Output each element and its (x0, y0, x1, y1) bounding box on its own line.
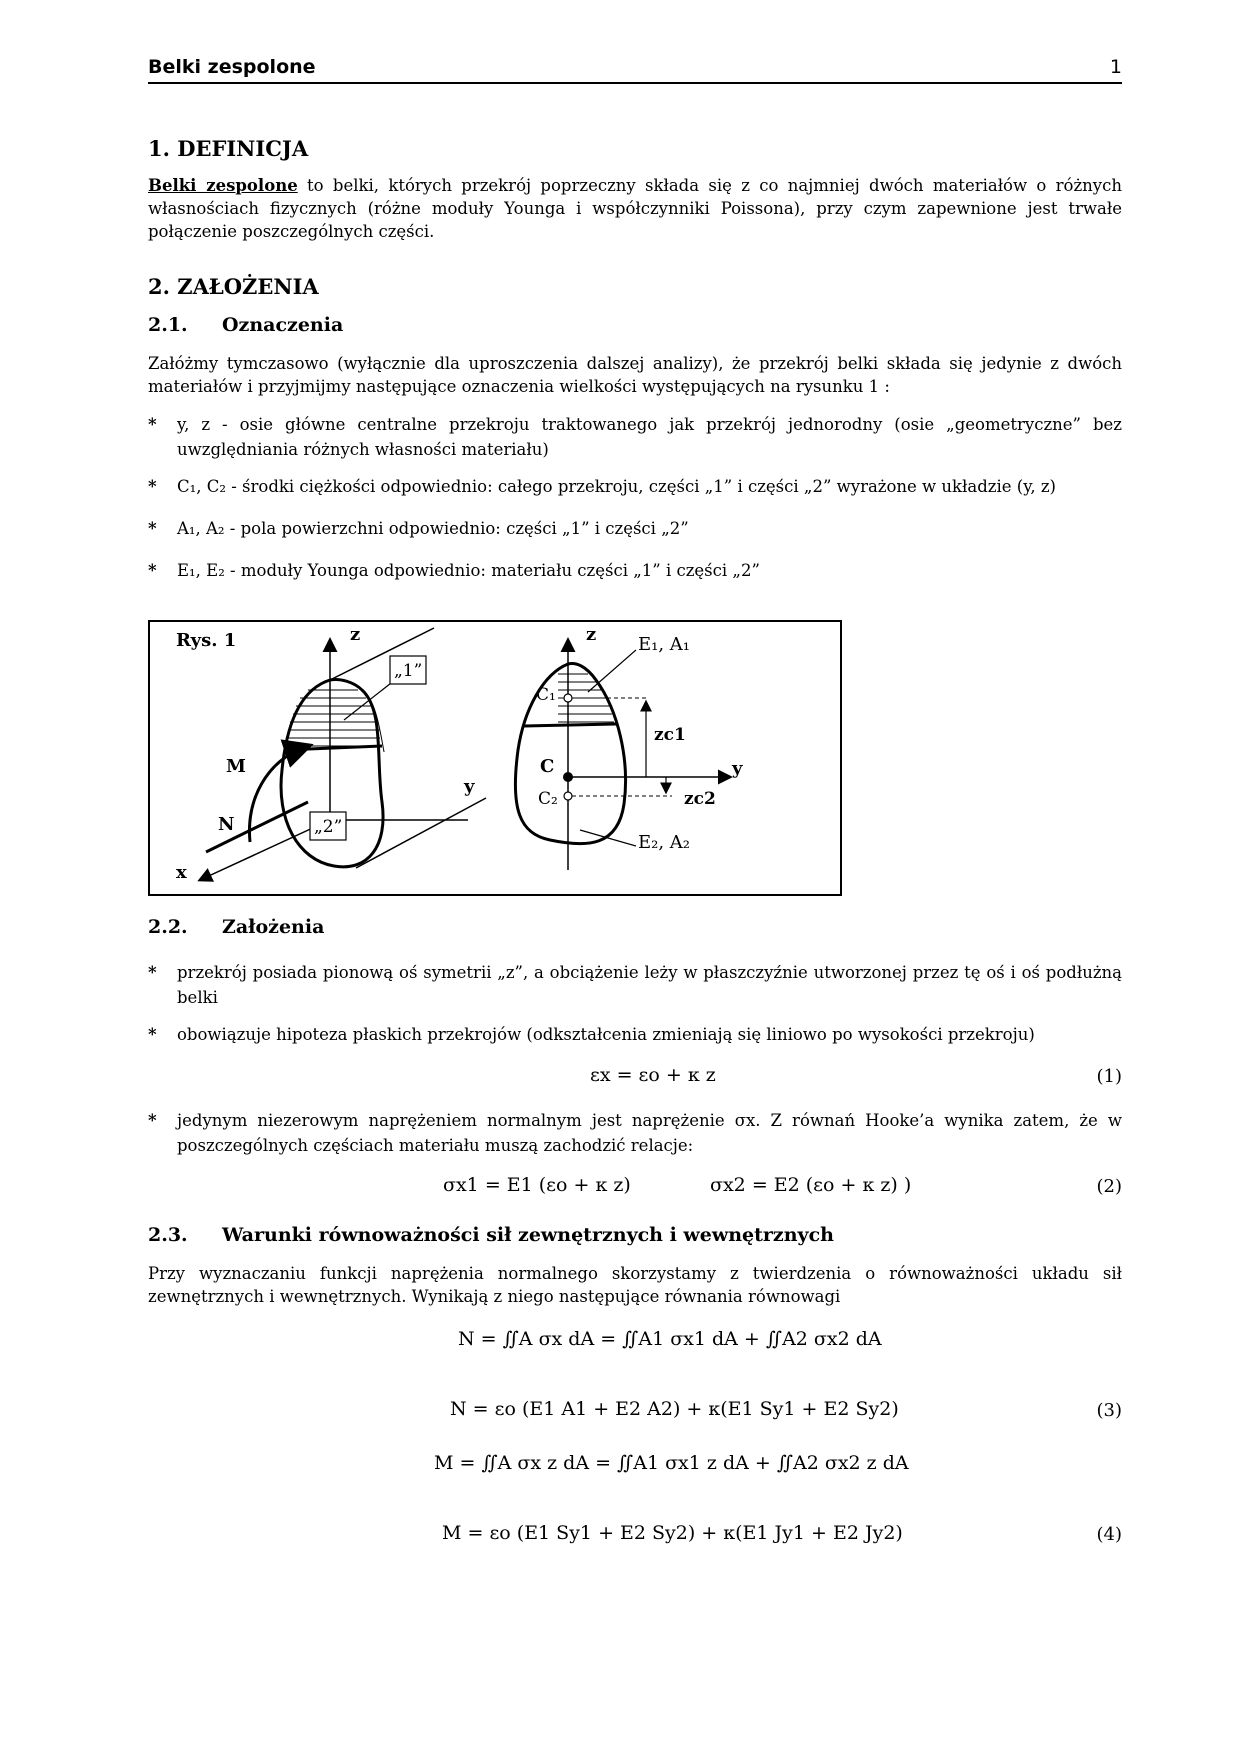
definition-paragraph (148, 174, 1122, 243)
leader-e1a1 (588, 650, 636, 692)
centroid-label: C (540, 756, 555, 777)
list-item: * y, z - osie główne centralne przekroju traktowanego jak przekrój jednorodny (osie „geometryczne” bez uwzględniania różnych własności materiału) (148, 415, 1122, 459)
part1-label: „1” (394, 661, 423, 681)
c2-label: C₂ (538, 789, 558, 809)
list-item: * A₁, A₂ - pola powierzchni odpowiednio: części „1” i części „2” (148, 519, 689, 538)
list-item: * E₁, E₂ - moduły Younga odpowiednio: materiału części „1” i części „2” (148, 561, 760, 580)
list-item: * obowiązuje hipoteza płaskich przekrojów (odkształcenia zmieniają się liniowo po wysokości przekroju) (148, 1025, 1035, 1044)
normal-force-label: N (218, 814, 235, 835)
y-axis-label: y (464, 776, 475, 797)
z-axis-label: z (350, 624, 361, 645)
part2-label: „2” (314, 817, 343, 837)
figure-caption: Rys. 1 (176, 630, 237, 651)
moment-label: M (226, 756, 246, 777)
list-item: * C₁, C₂ - środki ciężkości odpowiednio: całego przekroju, części „1” i części „2” wyrażone w układzie (y, z) (148, 477, 1056, 496)
defined-term: Belki zespolone (148, 176, 298, 195)
equation-number: (2) (1096, 1176, 1122, 1197)
left-view (176, 624, 486, 883)
section-2-1-heading: 2.1. Oznaczenia (148, 314, 344, 336)
definition-text: to belki, których przekrój poprzeczny składa się z co najmniej dwóch materiałów o różnych własnościach fizycznych (różne moduły Younga i współczynniki Poissona), przy czym zapewnione jest trwałe połączenie poszczególnych części. (148, 176, 1122, 241)
centroid-c2 (564, 792, 572, 800)
section-outline (515, 664, 625, 844)
right-view (515, 624, 743, 870)
equation-3b: N = εo (E1 A1 + E2 A2) + κ(E1 Sy1 + E2 Sy2) (450, 1398, 899, 1420)
x-axis-label: x (176, 862, 187, 883)
page-number: 1 (1109, 56, 1122, 78)
section-2-1-intro: Załóżmy tymczasowo (wyłącznie dla uproszczenia dalszej analizy), że przekrój belki składa się jedynie z dwóch materiałów i przyjmijmy następujące oznaczenia wielkości występujących na rysunku 1 : (148, 354, 1122, 396)
material-boundary (524, 724, 616, 726)
section-2-3-paragraph: Przy wyznaczaniu funkcji naprężenia normalnego skorzystamy z twierdzenia o równoważności układu sił zewnętrznych i wewnętrznych. Wynikają z niego następujące równania równowagi (148, 1264, 1122, 1306)
section-1-heading: 1. DEFINICJA (148, 136, 309, 161)
centroid-point (563, 772, 573, 782)
equation-2b: σx2 = E2 (εo + κ z) ) (710, 1174, 912, 1196)
equation-4a: M = ∬A σx z dA = ∬A1 σx1 z dA + ∬A2 σx2 z dA (434, 1452, 909, 1474)
equation-2a: σx1 = E1 (εo + κ z) (443, 1174, 631, 1196)
section-2-3-heading: 2.3. Warunki równoważności sił zewnętrznych i wewnętrznych (148, 1224, 834, 1246)
beam-edge-bottom (356, 798, 486, 868)
header-title: Belki zespolone (148, 56, 316, 78)
list-item: * przekrój posiada pionową oś symetrii „z”, a obciążenie leży w płaszczyźnie utworzonej przez tę oś i oś podłużną belki (148, 963, 1122, 1007)
equation-number: (4) (1096, 1524, 1122, 1545)
section-2-heading: 2. ZAŁOŻENIA (148, 274, 319, 299)
list-item: * jedynym niezerowym naprężeniem normalnym jest naprężenie σx. Z równań Hooke’a wynika zatem, że w poszczególnych częściach materiału muszą zachodzić relacje: (148, 1111, 1122, 1155)
c1-label: C₁ (536, 685, 556, 705)
equation-number: (3) (1096, 1400, 1122, 1421)
zc1-label: zc1 (654, 725, 686, 745)
equation-3a: N = ∬A σx dA = ∬A1 σx1 dA + ∬A2 σx2 dA (458, 1328, 882, 1350)
equation-4b: M = εo (E1 Sy1 + E2 Sy2) + κ(E1 Jy1 + E2 Jy2) (442, 1522, 903, 1544)
y-axis-label: y (732, 758, 743, 779)
e2a2-label: E₂, A₂ (638, 832, 691, 853)
equation-number: (1) (1096, 1066, 1122, 1087)
section-2-2-heading: 2.2. Założenia (148, 916, 325, 938)
equation-1: εx = εo + κ z (590, 1064, 716, 1086)
z-axis-label: z (586, 624, 597, 645)
e1a1-label: E₁, A₁ (638, 634, 691, 655)
zc2-label: zc2 (684, 789, 716, 809)
figure-1 (148, 620, 842, 896)
centroid-c1 (564, 694, 572, 702)
running-header (148, 56, 1122, 84)
